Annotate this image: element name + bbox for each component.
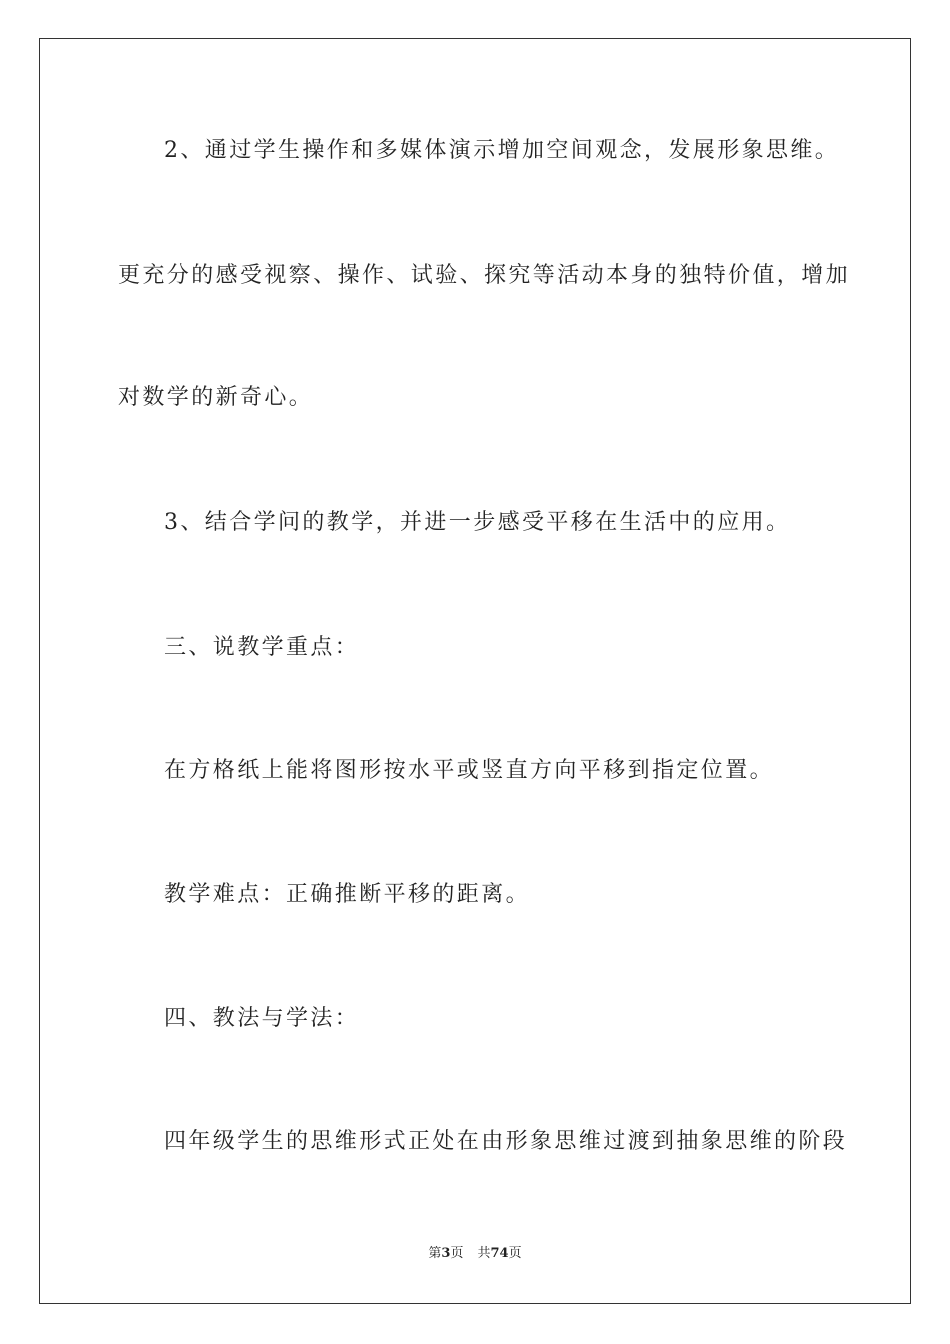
page-prefix: 第 xyxy=(428,1246,442,1261)
page-suffix: 页 xyxy=(450,1246,464,1261)
paragraph-line: 对数学的新奇心。 xyxy=(118,385,314,410)
total-prefix: 共 xyxy=(477,1246,491,1261)
total-suffix: 页 xyxy=(508,1246,522,1261)
section-heading: 四、教法与学法： xyxy=(164,1006,360,1031)
paragraph-line: 更充分的感受视察、操作、试验、探究等活动本身的独特价值，增加 xyxy=(118,263,851,288)
paragraph-line: 四年级学生的思维形式正处在由形象思维过渡到抽象思维的阶段 xyxy=(164,1129,848,1154)
page-number: 3 xyxy=(441,1246,451,1261)
total-pages: 74 xyxy=(490,1246,509,1261)
page-border xyxy=(39,38,911,1304)
section-heading: 三、说教学重点： xyxy=(164,635,360,660)
page-footer xyxy=(0,1245,950,1263)
paragraph-line: 在方格纸上能将图形按水平或竖直方向平移到指定位置。 xyxy=(164,758,775,783)
paragraph-line: 3、结合学问的教学，并进一步感受平移在生活中的应用。 xyxy=(164,510,791,535)
paragraph-line: 2、通过学生操作和多媒体演示增加空间观念，发展形象思维。 xyxy=(164,138,840,163)
paragraph-line: 教学难点：正确推断平移的距离。 xyxy=(164,882,531,907)
